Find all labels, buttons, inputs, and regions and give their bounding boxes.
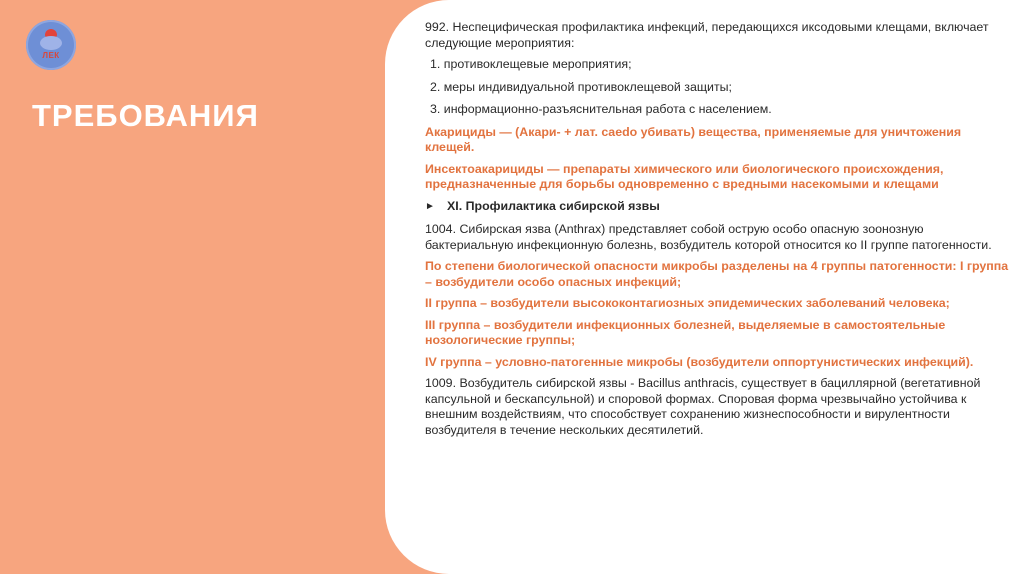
paragraph-1004: 1004. Сибирская язва (Anthrax) представляет собой острую особо опасную зоонозную бактериальную инфекционную болезнь, возбудитель которой относится ко II группе патогенности. — [425, 222, 992, 252]
pathogenicity-group-3: III группа – возбудители инфекционных болезней, выделяемые в самостоятельные нозологические группы; — [425, 317, 946, 347]
page-title: ТРЕБОВАНИЯ — [32, 98, 259, 133]
logo — [26, 20, 76, 70]
arrow-bullet-icon: ► — [425, 200, 435, 212]
section-heading — [425, 199, 1010, 215]
pathogenicity-groups-intro: По степени биологической опасности микробы разделены на 4 группы патогенности: I группа – возбудители особо опасных инфекций; — [425, 259, 1009, 289]
list-item: 3. информационно-разъяснительная работа с населением. — [430, 102, 772, 116]
measures-list — [425, 57, 1010, 118]
logo-text: ЛЕК — [42, 51, 60, 60]
content-body — [425, 20, 1010, 444]
pathogenicity-group-2: II группа – возбудители высококонтагиозных эпидемических заболеваний человека; — [425, 296, 950, 310]
left-panel — [0, 0, 400, 574]
section-heading-text: XI. Профилактика сибирской язвы — [447, 198, 660, 213]
list-item: 1. противоклещевые мероприятия; — [430, 57, 632, 71]
list-item: 2. меры индивидуальной противоклещевой защиты; — [430, 79, 732, 94]
paragraph-1009: 1009. Возбудитель сибирской язвы - Bacillus anthracis, существует в бациллярной (вегетативной капсульной и бескапсульной) и споровой формах. Споровая форма чрезвычайно устойчива к внешним воздействиям, что способствует сохранению жизнеспособности и вирулентности возбудителя в течение нескольких десятилетий. — [425, 376, 981, 437]
insectoacaricides-definition: Инсектоакарициды — препараты химического или биологического происхождения, предназначенные для борьбы одновременно с вредными насекомыми и клещами — [425, 161, 944, 191]
acaricides-definition: Акарициды — (Акари- + лат. caedo убивать) вещества, применяемые для уничтожения клещей. — [425, 124, 962, 154]
paragraph-992: 992. Неспецифическая профилактика инфекций, передающихся иксодовыми клещами, включает следующие мероприятия: — [425, 20, 989, 50]
pathogenicity-group-4: IV группа – условно-патогенные микробы (возбудители оппортунистических инфекций). — [425, 354, 974, 369]
logo-face-icon — [40, 36, 62, 50]
